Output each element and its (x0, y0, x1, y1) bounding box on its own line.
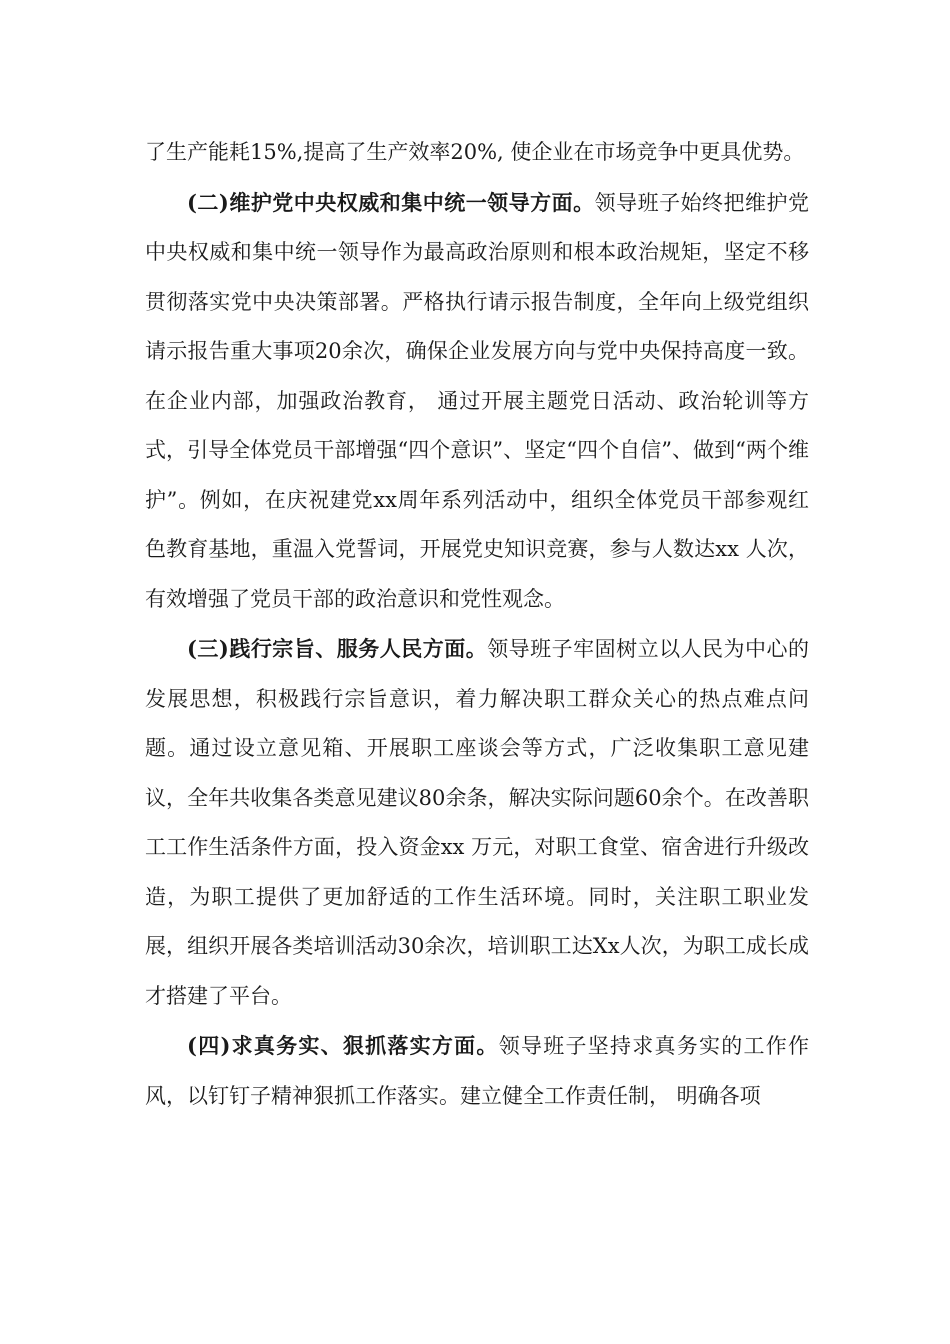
section-heading: (四)求真务实、狠抓落实方面。 (187, 1033, 499, 1058)
paragraph-continuation (145, 128, 809, 178)
section-heading: (三)践行宗旨、服务人民方面。 (187, 636, 488, 661)
section-heading: (二)维护党中央权威和集中统一领导方面。 (187, 189, 595, 215)
paragraph-section-3 (145, 624, 809, 1021)
paragraph-text: 领导班子牢固树立以人民为中心的发展思想，积极践行宗旨意识，着力解决职工群众关心的热点难点问题。通过设立意见箱、开展职工座谈会等方式，广泛收集职工意见建议，全年共收集各类意见建议80余条，解决实际问题60余个。在改善职工工作生活条件方面，投入资金xx 万元，对职工食堂、宿舍进行升级改造，为职工提供了更加舒适的工作生活环境。同时，关注职工职业发展，组织开展各类培训活动30余次，培训职工达Xx人次，为职工成长成才搭建了平台。 (145, 637, 810, 1008)
paragraph-section-2 (145, 178, 809, 625)
paragraph-text: 领导班子坚持求真务实的工作作风，以钉钉子精神狠抓工作落实。建立健全工作责任制， 明确各项 (145, 1034, 810, 1108)
document-body (145, 128, 809, 1121)
paragraph-text: 领导班子始终把维护党中央权威和集中统一领导作为最高政治原则和根本政治规矩，坚定不移贯彻落实党中央决策部署。严格执行请示报告制度，全年向上级党组织请示报告重大事项20余次，确保企业发展方向与党中央保持高度一致。在企业内部，加强政治教育， 通过开展主题党日活动、政治轮训等方式，引导全体党员干部增强“四个意识”、坚定“四个自信”、做到“两个维护”。例如，在庆祝建党xx周年系列活动中，组织全体党员干部参观红色教育基地，重温入党誓词，开展党史知识竞赛，参与人数达xx 人次， 有效增强了党员干部的政治意识和党性观念。 (145, 190, 810, 611)
paragraph-section-4 (145, 1021, 809, 1121)
paragraph-text: 了生产能耗15%,提高了生产效率20%, 使企业在市场竞争中更具优势。 (145, 140, 805, 164)
